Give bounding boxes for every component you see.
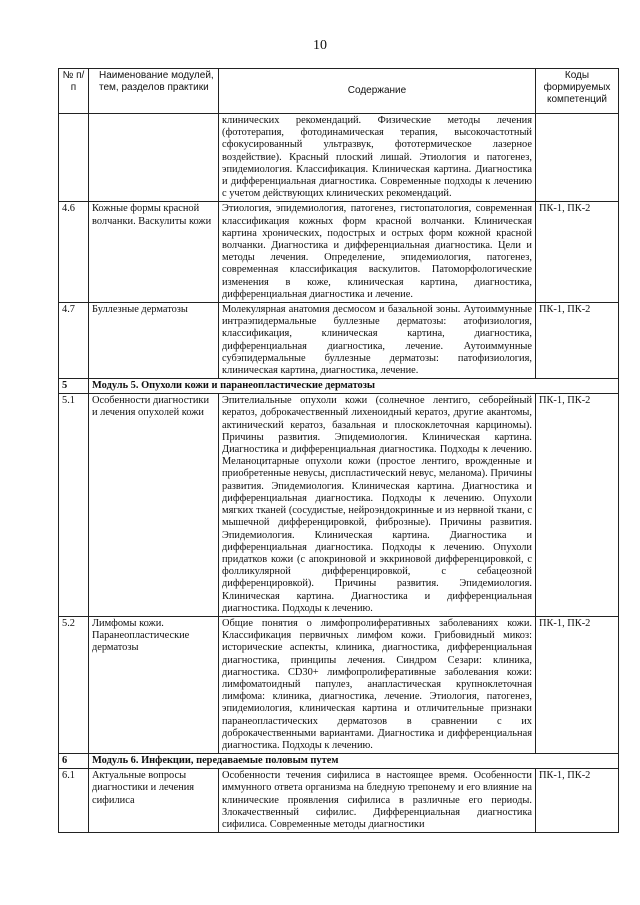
header-codes: Коды формируемых компетенций — [536, 69, 619, 114]
row-content: Эпителиальные опухоли кожи (солнечное лентиго, себорейный кератоз, доброкачественный лихеноидный кератоз, другие акантомы, актинический кератоз, базальная и плоскоклеточная карциномы). Причины развития. Эпидемиология. Клиническая картина. Диагностика и дифференциальная диагностика. Подходы к лечению. Меланоцитарные опухоли кожи (простое лентиго, врожденные и приобретенные невусы, диспластический невус, меланома). Причины развития. Эпидемиология. Клиническая картина. Диагностика и дифференциальная диагностика. Подходы к лечению. Опухоли мягких тканей (сосудистые, нейроэндокринные и из нервной ткани, с мышечной дифференцировкой, фиброзные). Причины развития. Эпидемиология. Клиническая картина. Диагностика и дифференциальная диагностика. Подходы к лечению. Опухоли придатков кожи (с апокриновой и эккриновой дифференцировкой, с фолликулярной дифференцировкой, с себацеозной дифференцировкой). Причины развития. Эпидемиология. Клиническая картина. Диагностика и дифференциальная диагностика. Подходы к лечению. — [219, 394, 536, 617]
table-row — [59, 202, 619, 303]
row-content: клинических рекомендаций. Физические методы лечения (фототерапия, фотодинамическая терапия, высокочастотный сфокусированный ультразвук, фототермическое лазерное воздействие). Красный плоский лишай. Этиология и патогенез, эпидемиология. Классификация. Клиническая картина. Диагностика и дифференциальная диагностика. Современные подходы к лечению с учетом действующих клинических рекомендаций. — [219, 114, 536, 202]
row-num — [59, 114, 89, 202]
row-name: Буллезные дерматозы — [89, 303, 219, 379]
row-name: Актуальные вопросы диагностики и лечения сифилиса — [89, 769, 219, 833]
row-name: Особенности диагностики и лечения опухолей кожи — [89, 394, 219, 617]
row-num: 6.1 — [59, 769, 89, 833]
header-num: № п/п — [59, 69, 89, 114]
module-num: 6 — [59, 754, 89, 769]
page-number: 10 — [313, 38, 327, 53]
table-row — [59, 769, 619, 833]
module-title: Модуль 5. Опухоли кожи и паранеопластические дерматозы — [89, 379, 619, 394]
row-content: Особенности течения сифилиса в настоящее время. Особенности иммунного ответа организма на бледную трепонему и его влияние на клинические проявления сифилиса в различные его периоды. Злокачественный сифилис. Дифференциальная диагностика сифилиса. Современные методы диагностики — [219, 769, 536, 833]
row-num: 5.2 — [59, 616, 89, 753]
table-header-row — [59, 69, 619, 114]
curriculum-table — [58, 68, 619, 833]
row-codes: ПК-1, ПК-2 — [536, 202, 619, 303]
table-row — [59, 394, 619, 617]
table-row — [59, 616, 619, 753]
header-content: Содержание — [219, 69, 536, 114]
row-num: 4.7 — [59, 303, 89, 379]
row-codes: ПК-1, ПК-2 — [536, 616, 619, 753]
module-row — [59, 754, 619, 769]
row-codes: ПК-1, ПК-2 — [536, 769, 619, 833]
row-content: Этиология, эпидемиология, патогенез, гистопатология, современная классификация кожных форм красной волчанки. Клиническая картина хронических, подострых и острых форм кожной красной волчанки. Диагностика и дифференциальная диагностика. Цели и методы лечения. Определение, эпидемиология, патогенез, современная классификация васкулитов. Патоморфологические изменения в коже, клиническая картина, диагностика, дифференциальная диагностика и лечение. — [219, 202, 536, 303]
table-row — [59, 114, 619, 202]
row-content: Молекулярная анатомия десмосом и базальной зоны. Аутоиммунные интраэпидермальные буллезные дерматозы: атофизиология, классификация, клиническая картина, диагностика, дифференциальная диагностика, лечение. Аутоиммунные субэпидермальные буллезные дерматозы: патофизиология, клиническая картина, диагностика, лечение. — [219, 303, 536, 379]
row-codes — [536, 114, 619, 202]
row-codes: ПК-1, ПК-2 — [536, 394, 619, 617]
row-content: Общие понятия о лимфопролиферативных заболеваниях кожи. Классификация первичных лимфом кожи. Грибовидный микоз: исторические аспекты, клиника, диагностика, дифференциальная диагностика, принципы лечения. Синдром Сезари: клиника, диагностика. CD30+ лимфопролиферативные заболевания кожи: лимфоматоидный папулез, анапластическая крупноклеточная лимфома: клиника, диагностика, лечение. Этиология, патогенез, эпидемиология, клиническая картина и отличительные признаки паранеопластических дерматозов в сравнении с их доброкачественными вариантами. Диагностика и дифференциальная диагностика. Подходы к лечению. — [219, 616, 536, 753]
row-codes: ПК-1, ПК-2 — [536, 303, 619, 379]
module-title: Модуль 6. Инфекции, передаваемые половым путем — [89, 754, 619, 769]
row-num: 4.6 — [59, 202, 89, 303]
row-num: 5.1 — [59, 394, 89, 617]
header-name: Наименование модулей, тем, разделов практики — [89, 69, 219, 114]
row-name: Лимфомы кожи. Паранеопластические дерматозы — [89, 616, 219, 753]
table-row — [59, 303, 619, 379]
module-num: 5 — [59, 379, 89, 394]
row-name: Кожные формы красной волчанки. Васкулиты кожи — [89, 202, 219, 303]
row-name — [89, 114, 219, 202]
module-row — [59, 379, 619, 394]
